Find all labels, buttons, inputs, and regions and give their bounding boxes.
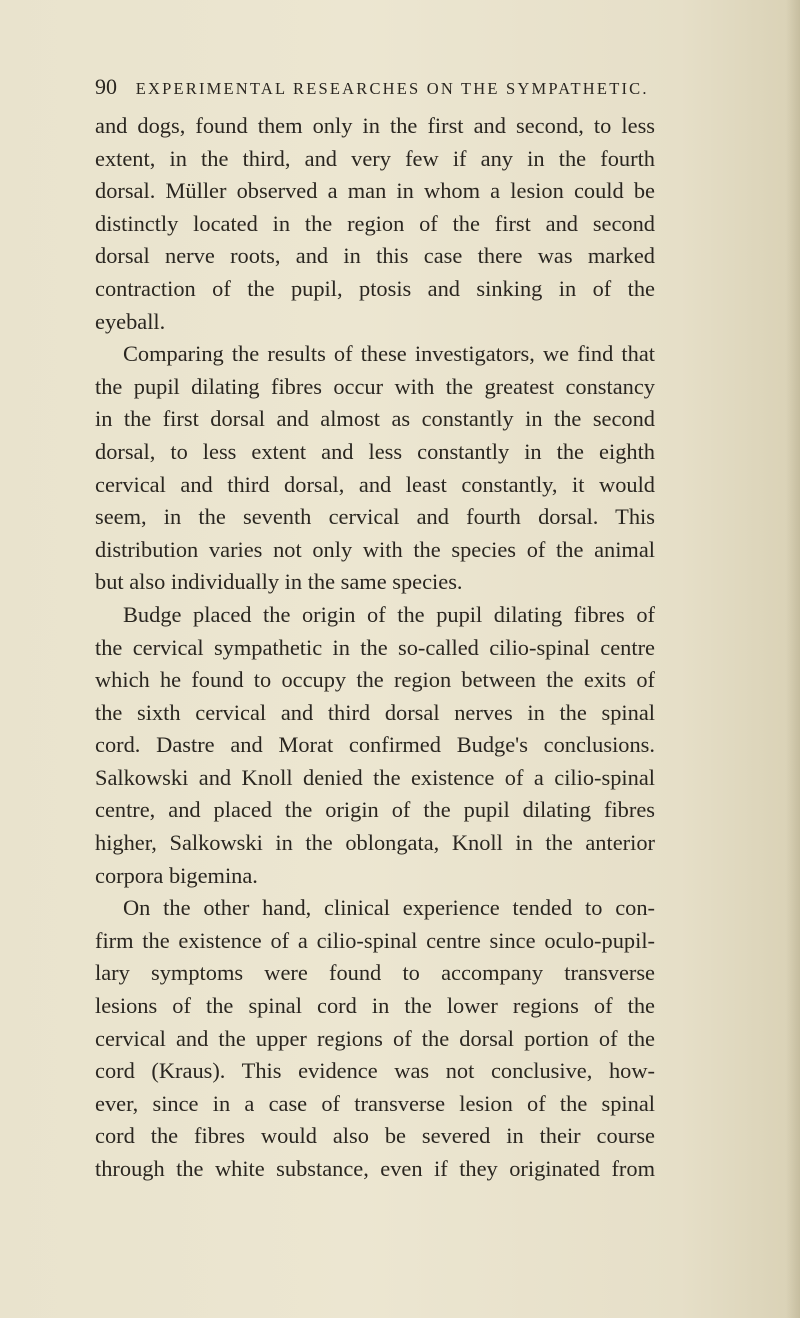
- text-line: dorsal nerve roots, and in this case there was marked: [95, 243, 655, 269]
- body-text: [95, 110, 655, 1186]
- text-line: lary symptoms were found to accompany transverse: [95, 960, 655, 986]
- paragraph-4: [95, 892, 655, 1185]
- page-edge-shadow: [786, 0, 800, 1318]
- text-line: the sixth cervical and third dorsal nerves in the spinal: [95, 699, 655, 725]
- text-line: Salkowski and Knoll denied the existence of a cilio-spinal: [95, 764, 655, 790]
- text-line: centre, and placed the origin of the pupil dilating fibres: [95, 797, 655, 823]
- text-line: ever, since in a case of transverse lesion of the spinal: [95, 1090, 655, 1116]
- text-line: cord (Kraus). This evidence was not conclusive, how-: [95, 1058, 655, 1084]
- text-line: the cervical sympathetic in the so-called cilio-spinal centre: [95, 634, 655, 660]
- text-line: cord. Dastre and Morat confirmed Budge's conclusions.: [95, 732, 655, 758]
- running-head: [95, 74, 655, 100]
- text-line: but also individually in the same species.: [95, 569, 463, 595]
- text-line: higher, Salkowski in the oblongata, Knoll in the anterior: [95, 830, 655, 856]
- paragraph-2: [95, 338, 655, 599]
- text-line: through the white substance, even if they originated from: [95, 1156, 655, 1181]
- text-line: the pupil dilating fibres occur with the greatest constancy: [95, 373, 655, 399]
- text-line: Budge placed the origin of the pupil dilating fibres of: [123, 601, 655, 627]
- text-line: distribution varies not only with the species of the animal: [95, 536, 655, 562]
- text-line: Comparing the results of these investigators, we find that: [123, 341, 655, 367]
- text-line: firm the existence of a cilio-spinal centre since oculo-pupil-: [95, 927, 655, 953]
- text-line: and dogs, found them only in the first and second, to less: [95, 113, 655, 138]
- text-line: dorsal, to less extent and less constantly in the eighth: [95, 438, 655, 464]
- page-number: 90: [95, 74, 117, 99]
- text-line: extent, in the third, and very few if any in the fourth: [95, 145, 655, 171]
- text-line: cervical and the upper regions of the dorsal portion of the: [95, 1025, 655, 1051]
- text-line: lesions of the spinal cord in the lower regions of the: [95, 993, 655, 1019]
- text-line: seem, in the seventh cervical and fourth dorsal. This: [95, 504, 655, 530]
- text-line: in the first dorsal and almost as constantly in the second: [95, 406, 655, 432]
- text-line: corpora bigemina.: [95, 862, 258, 888]
- text-line: On the other hand, clinical experience tended to con-: [123, 895, 655, 921]
- text-line: dorsal. Müller observed a man in whom a lesion could be: [95, 178, 655, 204]
- text-line: cervical and third dorsal, and least constantly, it would: [95, 471, 655, 497]
- running-title: EXPERIMENTAL RESEARCHES ON THE SYMPATHETIC.: [135, 79, 649, 98]
- paragraph-1: [95, 110, 655, 338]
- paragraph-3: [95, 599, 655, 892]
- text-line: eyeball.: [95, 308, 166, 334]
- text-line: which he found to occupy the region between the exits of: [95, 667, 655, 693]
- text-line: distinctly located in the region of the first and second: [95, 210, 655, 236]
- text-line: cord the fibres would also be severed in their course: [95, 1123, 655, 1149]
- text-line: contraction of the pupil, ptosis and sinking in of the: [95, 275, 655, 301]
